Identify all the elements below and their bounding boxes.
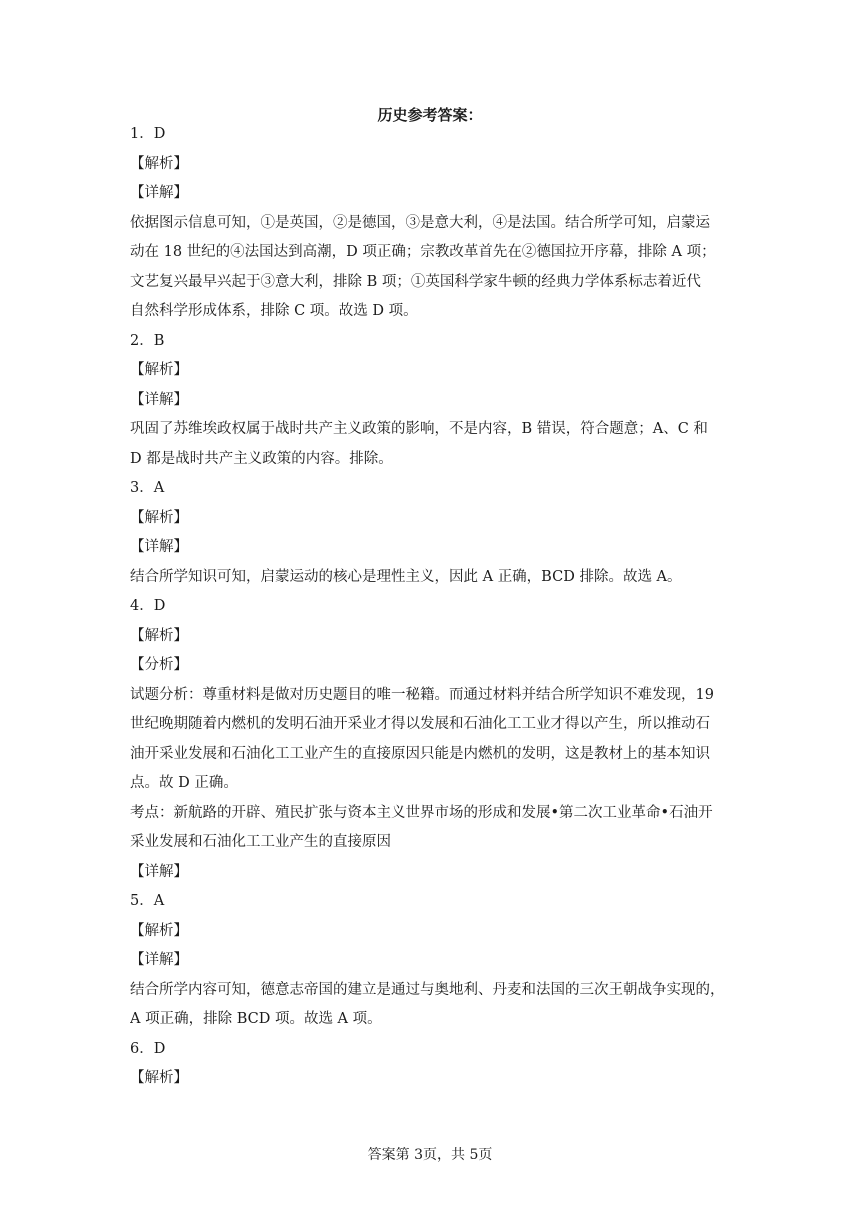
detail-heading: 【详解】 [130, 863, 188, 880]
detail-heading: 【详解】 [130, 185, 188, 201]
answer-text-line: 动在 18 世纪的④法国达到高潮，D 项正确；宗教改革首先在②德国拉开序幕，排除 A 项； [130, 244, 716, 260]
page-footer: 答案第 3页，共 5页 [367, 1147, 493, 1163]
answer-text-line: 油开采业发展和石油化工工业产生的直接原因只能是内燃机的发明，这是教材上的基本知识 [130, 745, 710, 762]
answer-text-line: 结合所学知识可知，启蒙运动的核心是理性主义，因此 A 正确，BCD 排除。故选 A。 [130, 568, 682, 585]
answer-content [130, 120, 736, 1094]
answer-text-line: 考点：新航路的开辟、殖民扩张与资本主义世界市场的形成和发展•第二次工业革命•石油开 [130, 804, 713, 821]
answer-text-line: 结合所学内容可知，德意志帝国的建立是通过与奥地利、丹麦和法国的三次王朝战争实现的， [130, 981, 725, 998]
answer-text-line: A 项正确，排除 BCD 项。故选 A 项。 [130, 1011, 382, 1027]
answer-number-3: 3．A [130, 480, 165, 496]
detail-heading: 【详解】 [130, 952, 188, 968]
answer-text-line: 依据图示信息可知，①是英国，②是德国，③是意大利，④是法国。结合所学可知，启蒙运 [130, 214, 710, 231]
answer-text-line: 自然科学形成体系，排除 C 项。故选 D 项。 [130, 303, 418, 319]
answer-number-5: 5．A [130, 893, 165, 909]
analysis-heading: 【解析】 [130, 362, 188, 378]
answer-number-2: 2．B [130, 332, 165, 349]
analysis-heading: 【解析】 [130, 509, 188, 526]
analysis-heading: 【解析】 [130, 1070, 188, 1086]
answer-number-1: 1．D [130, 126, 166, 142]
analysis-heading: 【解析】 [130, 627, 188, 644]
answer-number-6: 6．D [130, 1040, 166, 1057]
answer-text-line: 世纪晚期随着内燃机的发明石油开采业才得以发展和石油化工工业才得以产生，所以推动石 [130, 716, 710, 732]
detail-heading: 【详解】 [130, 539, 188, 555]
answer-text-line: 文艺复兴最早兴起于③意大利，排除 B 项；①英国科学家牛顿的经典力学体系标志着近代 [130, 273, 701, 290]
answer-text-line: 采业发展和石油化工工业产生的直接原因 [130, 834, 391, 850]
answer-text-line: 试题分析：尊重材料是做对历史题目的唯一秘籍。而通过材料并结合所学知识不难发现，19 [130, 686, 714, 703]
answer-text-line: 巩固了苏维埃政权属于战时共产主义政策的影响，不是内容，B 错误，符合题意；A、C 和 [130, 421, 708, 437]
answer-text-line: 点。故 D 正确。 [130, 775, 238, 791]
answer-number-4: 4．D [130, 598, 166, 614]
answer-text-line: D 都是战时共产主义政策的内容。排除。 [130, 450, 393, 467]
analysis-heading: 【解析】 [130, 155, 188, 172]
analysis-heading: 【解析】 [130, 922, 188, 939]
analysis-subheading: 【分析】 [130, 657, 188, 673]
page-title: 历史参考答案： [377, 106, 483, 124]
detail-heading: 【详解】 [130, 391, 188, 408]
